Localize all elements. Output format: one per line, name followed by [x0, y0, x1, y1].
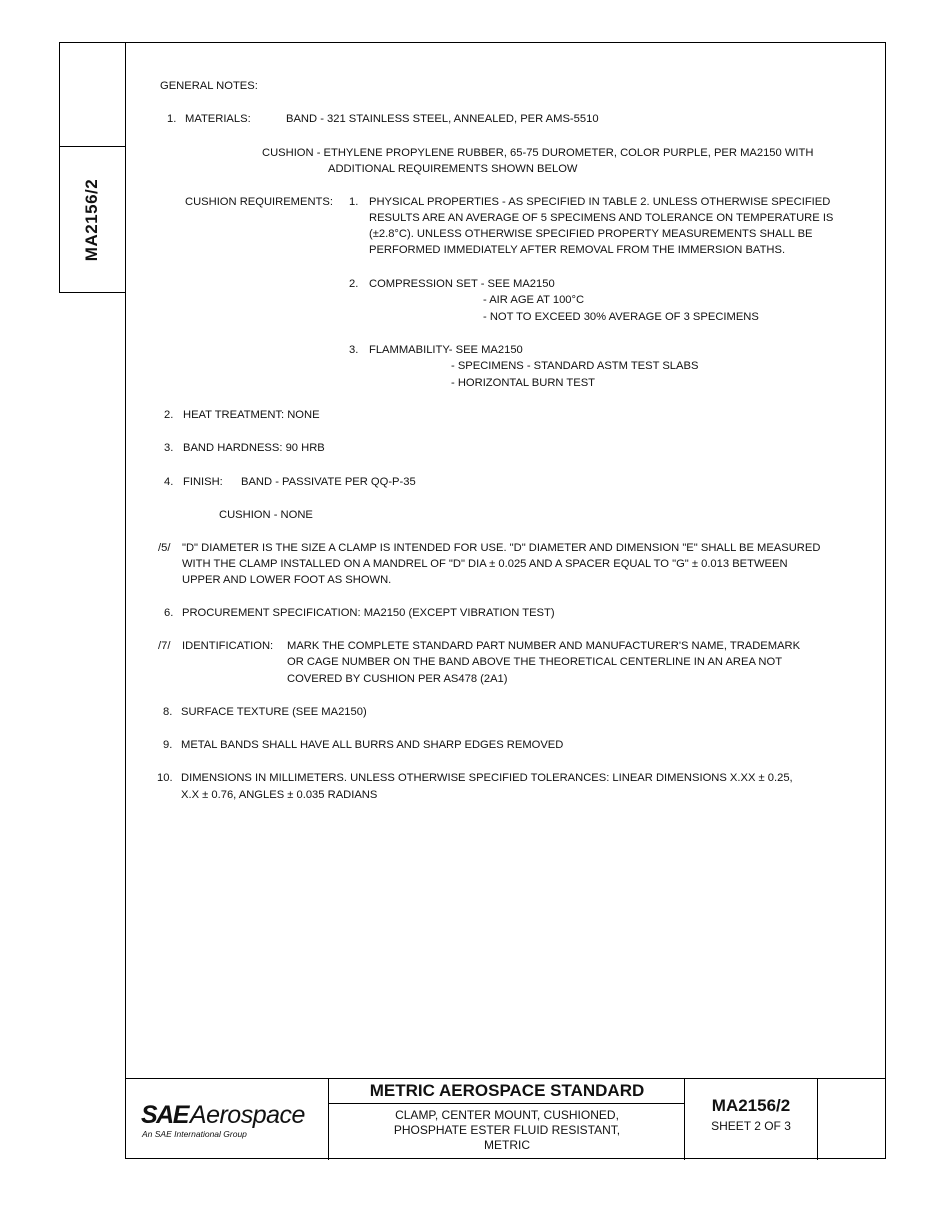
requirement-1-line: PERFORMED IMMEDIATELY AFTER REMOVAL FROM THE IMMERSION BATHS.	[369, 244, 786, 256]
note-7-label: IDENTIFICATION:	[182, 640, 274, 652]
standard-title: METRIC AEROSPACE STANDARD	[369, 1081, 645, 1100]
sae-aerospace-logo	[141, 1101, 305, 1130]
title-block	[125, 1078, 886, 1160]
note-9-text: METAL BANDS SHALL HAVE ALL BURRS AND SHARP EDGES REMOVED	[181, 739, 564, 751]
requirement-1-line: (±2.8°C). UNLESS OTHERWISE SPECIFIED PROPERTY MEASUREMENTS SHALL BE	[369, 228, 813, 240]
note-3-number: 3.	[164, 442, 174, 454]
side-tab-divider	[59, 146, 126, 147]
cushion-requirements-label: CUSHION REQUIREMENTS:	[185, 196, 333, 208]
note-1-label: MATERIALS:	[185, 113, 251, 125]
note-5-line: UPPER AND LOWER FOOT AS SHOWN.	[182, 574, 392, 586]
requirement-1-number: 1.	[349, 196, 359, 208]
description-line: METRIC	[484, 1138, 530, 1152]
note-10-line: DIMENSIONS IN MILLIMETERS. UNLESS OTHERWISE SPECIFIED TOLERANCES: LINEAR DIMENSIONS X.XX ± 0.25,	[181, 772, 793, 784]
requirement-3-line: - HORIZONTAL BURN TEST	[451, 377, 595, 389]
note-4-cushion: CUSHION - NONE	[219, 509, 313, 521]
notes-heading: GENERAL NOTES:	[160, 80, 258, 92]
note-5-line: WITH THE CLAMP INSTALLED ON A MANDREL OF "D" DIA ± 0.025 AND A SPACER EQUAL TO "G" ± 0.013 BETWEEN	[182, 558, 788, 570]
note-7-line: COVERED BY CUSHION PER AS478 (2A1)	[287, 673, 508, 685]
document-number: MA2156/2	[711, 1096, 791, 1115]
note-5-line: "D" DIAMETER IS THE SIZE A CLAMP IS INTENDED FOR USE. "D" DIAMETER AND DIMENSION "E" SHALL BE MEASURED	[182, 542, 821, 554]
description-line: PHOSPHATE ESTER FLUID RESISTANT,	[393, 1123, 621, 1137]
note-1-number: 1.	[167, 113, 177, 125]
requirement-2-line: - AIR AGE AT 100°C	[483, 294, 585, 306]
note-4-label: FINISH:	[183, 476, 223, 488]
requirement-1-line: PHYSICAL PROPERTIES - AS SPECIFIED IN TABLE 2. UNLESS OTHERWISE SPECIFIED	[369, 196, 831, 208]
note-7-line: OR CAGE NUMBER ON THE BAND ABOVE THE THEORETICAL CENTERLINE IN AN AREA NOT	[287, 656, 783, 668]
side-doc-number: MA2156/2	[82, 178, 101, 262]
note-7-number: /7/	[158, 640, 171, 652]
note-5-number: /5/	[158, 542, 171, 554]
note-1-cushion-line-2: ADDITIONAL REQUIREMENTS SHOWN BELOW	[328, 163, 578, 175]
note-1-band: BAND - 321 STAINLESS STEEL, ANNEALED, PER AMS-5510	[286, 113, 599, 125]
title-block-divider	[817, 1079, 818, 1160]
part-description	[329, 1108, 685, 1153]
note-10-line: X.X ± 0.76, ANGLES ± 0.035 RADIANS	[181, 789, 378, 801]
note-3-text: BAND HARDNESS: 90 HRB	[183, 442, 325, 454]
note-4-band: BAND - PASSIVATE PER QQ-P-35	[241, 476, 416, 488]
note-7-line: MARK THE COMPLETE STANDARD PART NUMBER AND MANUFACTURER'S NAME, TRADEMARK	[287, 640, 801, 652]
requirement-2-line: - NOT TO EXCEED 30% AVERAGE OF 3 SPECIMENS	[483, 311, 759, 323]
note-1-cushion-line-1: CUSHION - ETHYLENE PROPYLENE RUBBER, 65-75 DUROMETER, COLOR PURPLE, PER MA2150 WITH	[262, 147, 814, 159]
note-8-number: 8.	[163, 706, 173, 718]
requirement-2-number: 2.	[349, 278, 359, 290]
requirement-1-line: RESULTS ARE AN AVERAGE OF 5 SPECIMENS AND TOLERANCE ON TEMPERATURE IS	[369, 212, 834, 224]
requirement-3-line: FLAMMABILITY- SEE MA2150	[369, 344, 523, 356]
title-block-divider	[328, 1103, 684, 1104]
logo-tagline: An SAE International Group	[142, 1129, 247, 1139]
note-6-text: PROCUREMENT SPECIFICATION: MA2150 (EXCEPT VIBRATION TEST)	[182, 607, 555, 619]
logo-aerospace-text: Aerospace	[189, 1101, 305, 1129]
logo-sae-text: SAE	[141, 1101, 188, 1129]
requirement-3-number: 3.	[349, 344, 359, 356]
requirement-2-line: COMPRESSION SET - SEE MA2150	[369, 278, 555, 290]
sheet-number: SHEET 2 OF 3	[711, 1119, 791, 1133]
note-2-text: HEAT TREATMENT: NONE	[183, 409, 320, 421]
note-2-number: 2.	[164, 409, 174, 421]
note-9-number: 9.	[163, 739, 173, 751]
note-4-number: 4.	[164, 476, 174, 488]
requirement-3-line: - SPECIMENS - STANDARD ASTM TEST SLABS	[451, 360, 699, 372]
note-10-number: 10.	[157, 772, 173, 784]
note-8-text: SURFACE TEXTURE (SEE MA2150)	[181, 706, 367, 718]
description-line: CLAMP, CENTER MOUNT, CUSHIONED,	[395, 1108, 619, 1122]
note-6-number: 6.	[164, 607, 174, 619]
